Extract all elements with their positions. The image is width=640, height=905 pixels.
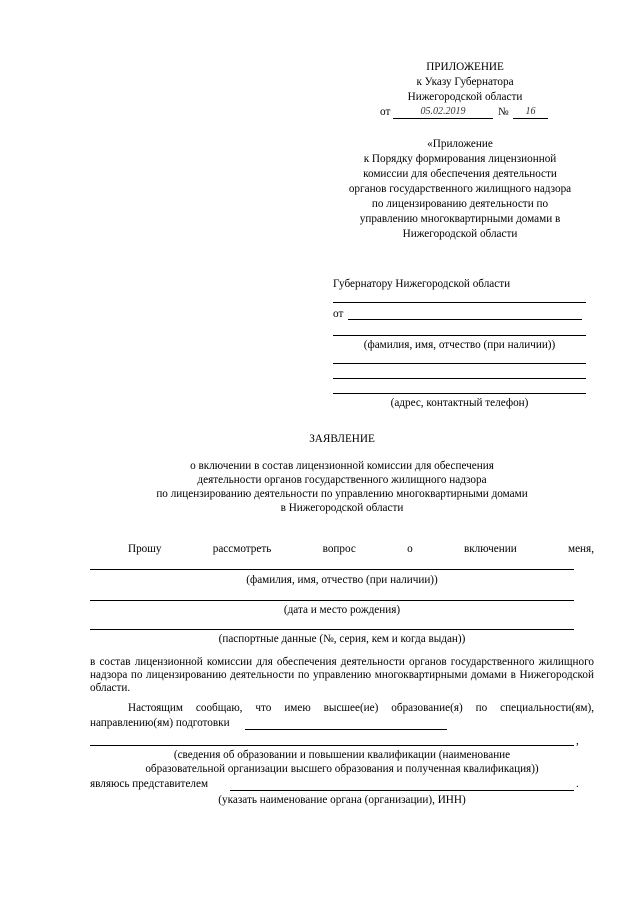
statement-subtitle-line: деятельности органов государственного жилищного надзора [197,474,487,486]
statement-title: ЗАЯВЛЕНИЕ [309,433,375,445]
statement-subtitle-line: в Нижегородской области [280,502,404,514]
representative-label: являюсь представителем [90,778,209,790]
body-paragraph-2-line-1: Настоящим сообщаю, что имею высшее(ие) образование(я) по специальности(ям), [128,702,594,714]
specialty-field[interactable] [245,729,447,730]
request-word: вопрос [322,543,356,555]
appendix-date-prefix: от [380,106,391,118]
inner-appendix-line: по лицензированию деятельности по [371,198,549,210]
request-word: включении [463,543,517,555]
applicant-name-caption: (фамилия, имя, отчество (при наличии)) [246,574,438,586]
passport-caption: (паспортные данные (№, серия, кем и когда выдан)) [218,633,466,645]
inner-appendix-line: комиссии для обеспечения деятельности [363,168,557,180]
addressee-name-caption: (фамилия, имя, отчество (при наличии)) [363,339,556,351]
appendix-number-underline [513,118,548,119]
education-caption-line-1: (сведения об образовании и повышении квалификации (наименование [173,749,511,761]
addressee-from-field[interactable] [348,319,582,320]
addressee-to: Губернатору Нижегородской области [333,278,511,290]
addressee-blank-line[interactable] [333,302,586,303]
addressee-address-caption: (адрес, контактный телефон) [390,397,529,409]
addressee-address-field[interactable] [333,378,586,379]
body-paragraph-1: в состав лицензионной комиссии для обеспечения деятельности органов государственного жилищного надзора по лицензированию деятельности по управлению многоквартирными домами в Нижегородской области. [90,656,594,694]
addressee-from-prefix: от [333,308,344,320]
applicant-name-field[interactable] [90,569,574,570]
inner-appendix-line: «Приложение [427,138,493,150]
appendix-title: ПРИЛОЖЕНИЕ [426,61,504,73]
request-word: о [407,543,413,555]
birth-caption: (дата и место рождения) [283,604,401,616]
appendix-line-2: к Указу Губернатора [416,76,514,88]
appendix-date-value: 05.02.2019 [420,106,466,117]
addressee-address-field[interactable] [333,363,586,364]
representative-period: . [576,778,579,790]
request-word: Прошу [128,543,162,555]
request-word: меня, [568,543,594,555]
inner-appendix-line: Нижегородской области [402,228,518,240]
statement-subtitle-line: о включении в состав лицензионной комиссии для обеспечения [190,460,494,472]
birth-field[interactable] [90,600,574,601]
addressee-name-field[interactable] [333,335,586,336]
request-line [128,543,594,556]
appendix-date-underline [393,118,493,119]
representative-field[interactable] [230,790,574,791]
education-caption-line-2: образовательной организации высшего образования и полученная квалификация)) [145,763,539,775]
body-paragraph-2-line-2: направлению(ям) подготовки [90,717,230,729]
appendix-number-value: 16 [525,106,536,117]
organization-caption: (указать наименование органа (организации), ИНН) [218,794,466,806]
appendix-number-prefix: № [498,106,509,118]
appendix-line-3: Нижегородской области [407,91,523,103]
addressee-address-field[interactable] [333,393,586,394]
education-field[interactable] [90,745,574,746]
passport-field[interactable] [90,629,574,630]
request-word: рассмотреть [212,543,272,555]
inner-appendix-line: управлению многоквартирными домами в [359,213,561,225]
inner-appendix-line: к Порядку формирования лицензионной [363,153,557,165]
education-comma: , [576,735,579,747]
statement-subtitle-line: по лицензированию деятельности по управлению многоквартирными домами [156,488,528,500]
inner-appendix-line: органов государственного жилищного надзора [348,183,572,195]
